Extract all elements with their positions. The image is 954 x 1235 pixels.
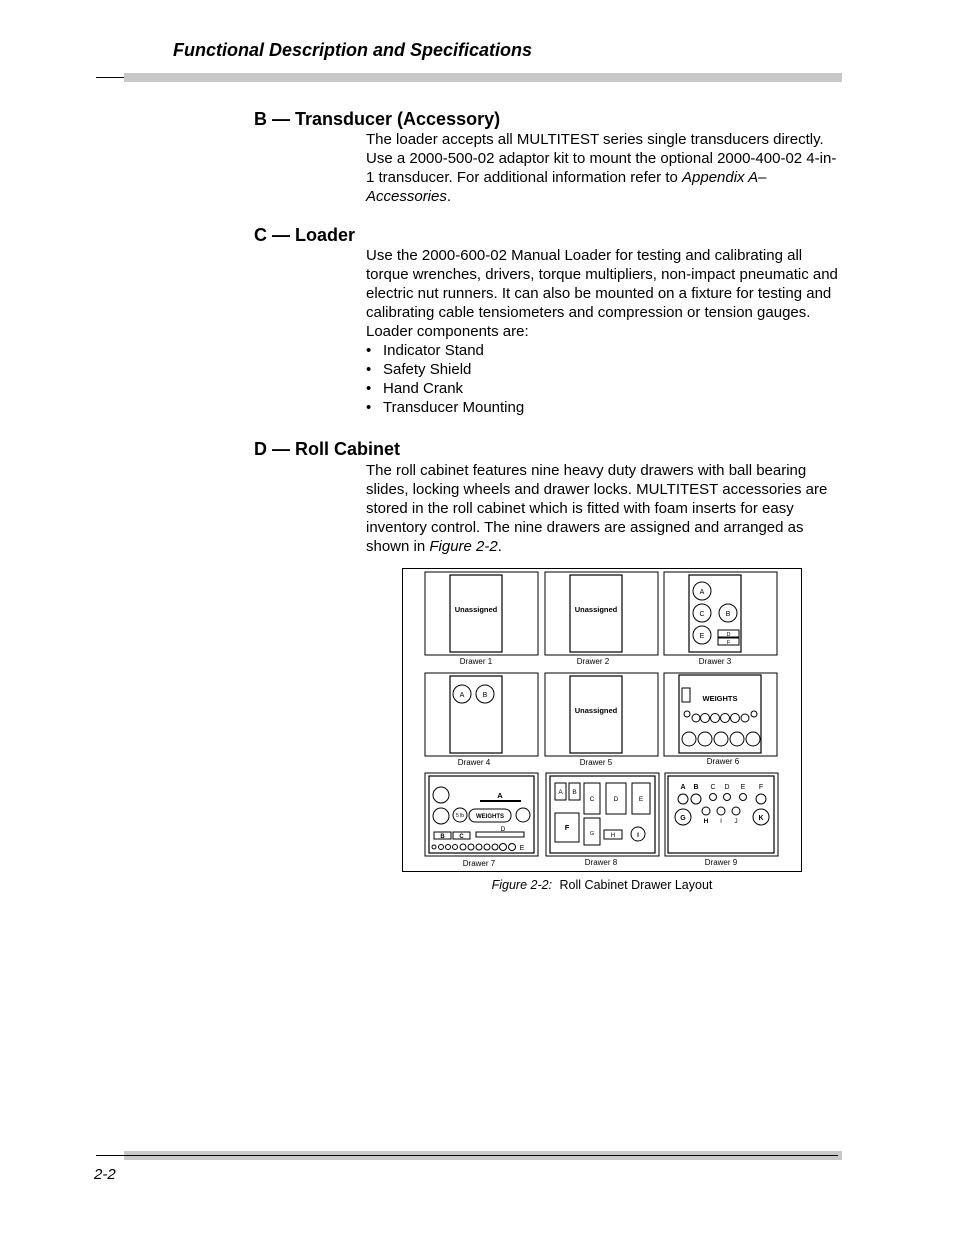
figure-caption xyxy=(366,878,838,892)
drawer-9-item: B xyxy=(693,784,699,791)
drawer-9-item: I xyxy=(720,818,722,825)
drawer-9-item: G xyxy=(680,815,686,822)
list-item: • Transducer Mounting xyxy=(366,398,838,417)
drawer-7-item: C xyxy=(459,834,464,840)
drawer-8-item: G xyxy=(589,831,595,837)
drawer-6-label: Drawer 6 xyxy=(706,757,740,766)
figure-caption-label: Figure 2-2: xyxy=(491,878,553,892)
drawer-6 xyxy=(664,673,777,766)
header-bar xyxy=(124,73,842,82)
list-item: • Safety Shield xyxy=(366,360,838,379)
drawer-9-item: C xyxy=(710,784,716,791)
drawer-2-label: Drawer 2 xyxy=(576,657,610,666)
drawer-8 xyxy=(546,773,659,867)
drawer-9-item: E xyxy=(740,784,746,791)
drawer-9 xyxy=(665,773,778,867)
drawer-9-item: H xyxy=(703,818,709,825)
drawer-7-label: Drawer 7 xyxy=(462,859,496,868)
drawer-4 xyxy=(425,673,538,767)
drawer-1-content: Unassigned xyxy=(454,605,498,614)
drawer-3-item: C xyxy=(699,611,705,618)
section-body-loader xyxy=(366,246,838,417)
drawer-4-item: B xyxy=(482,692,488,699)
drawer-5 xyxy=(545,673,658,767)
drawer-8-item: I xyxy=(637,832,639,839)
drawer-7-item: 5 lb xyxy=(455,813,465,819)
body-text: The roll cabinet features nine heavy duty drawers with ball bearing slides, locking wheels and drawer locks. MULTITEST accessories are stored in the roll cabinet which is fitted with foam inserts for easy inventory control. The nine drawers are assigned and arranged as shown in xyxy=(366,462,828,555)
drawer-9-item: K xyxy=(758,815,764,822)
figure-caption-text: Roll Cabinet Drawer Layout xyxy=(559,878,713,892)
drawer-3-item: B xyxy=(725,611,731,618)
loader-paragraph: Use the 2000-600-02 Manual Loader for testing and calibrating all torque wrenches, drivers, torque multipliers, non-impact pneumatic and electric nut runners. It can also be mounted on a fixture for testing and calibrating cable tensiometers and compression or tension gauges. Loader components are: xyxy=(366,247,838,340)
section-heading-loader: C — Loader xyxy=(254,225,356,245)
drawer-9-item: F xyxy=(758,784,764,791)
body-text: The loader accepts all MULTITEST series single transducers directly. Use a 2000-500-02 adaptor kit to mount the optional 2000-400-02 4-in-1 transducer. For additional information refer to xyxy=(366,131,837,186)
drawer-3-item: D xyxy=(726,632,731,638)
drawer-7-item: B xyxy=(440,834,445,840)
drawer-6-content: WEIGHTS xyxy=(702,694,738,703)
drawer-layout-drawing xyxy=(403,569,801,871)
drawer-3-label: Drawer 3 xyxy=(698,657,732,666)
drawer-4-item: A xyxy=(459,692,465,699)
list-item: • Indicator Stand xyxy=(366,341,838,360)
drawer-3-item: E xyxy=(699,633,705,640)
drawer-8-label: Drawer 8 xyxy=(584,858,618,867)
drawer-8-item: C xyxy=(589,796,595,803)
loader-components-list xyxy=(366,341,838,417)
section-heading-transducer: B — Transducer (Accessory) xyxy=(254,109,501,129)
drawer-8-item: E xyxy=(638,796,644,803)
drawer-5-label: Drawer 5 xyxy=(579,758,613,767)
section-body-roll-cabinet xyxy=(366,461,838,556)
drawer-7-item: E xyxy=(519,845,525,852)
drawer-3-item: A xyxy=(699,589,705,596)
drawer-9-item: J xyxy=(734,818,738,825)
drawer-7-item: WEIGHTS xyxy=(476,814,504,820)
drawer-8-item: A xyxy=(558,789,563,796)
list-item: • Hand Crank xyxy=(366,379,838,398)
drawer-layout-figure xyxy=(402,568,802,872)
body-text-end: . xyxy=(446,188,452,205)
drawer-1 xyxy=(425,572,538,666)
drawer-8-item: F xyxy=(564,823,570,832)
drawer-8-item: H xyxy=(610,833,616,839)
drawer-4-label: Drawer 4 xyxy=(457,758,491,767)
page-number: 2-2 xyxy=(94,1166,116,1183)
drawer-3 xyxy=(664,572,777,666)
footer-rule xyxy=(96,1155,838,1156)
section-heading-roll-cabinet: D — Roll Cabinet xyxy=(254,439,401,459)
section-body-transducer xyxy=(366,130,838,206)
drawer-7-item: A xyxy=(497,791,503,800)
appendix-reference: Appendix A–Accessories xyxy=(366,169,767,205)
drawer-1-label: Drawer 1 xyxy=(459,657,493,666)
drawer-2 xyxy=(545,572,658,666)
body-text-end: . xyxy=(497,538,502,555)
figure-reference: Figure 2-2 xyxy=(429,538,498,555)
page-header-title: Functional Description and Specifications xyxy=(173,40,533,60)
drawer-9-item: A xyxy=(680,784,686,791)
drawer-2-content: Unassigned xyxy=(574,605,618,614)
drawer-7-item: D xyxy=(500,826,506,833)
drawer-5-content: Unassigned xyxy=(574,706,618,715)
drawer-9-item: D xyxy=(724,784,730,791)
drawer-7 xyxy=(425,773,538,868)
drawer-9-label: Drawer 9 xyxy=(704,858,738,867)
drawer-3-item: F xyxy=(726,640,731,646)
drawer-8-item: D xyxy=(613,796,619,803)
drawer-8-item: B xyxy=(572,789,577,796)
